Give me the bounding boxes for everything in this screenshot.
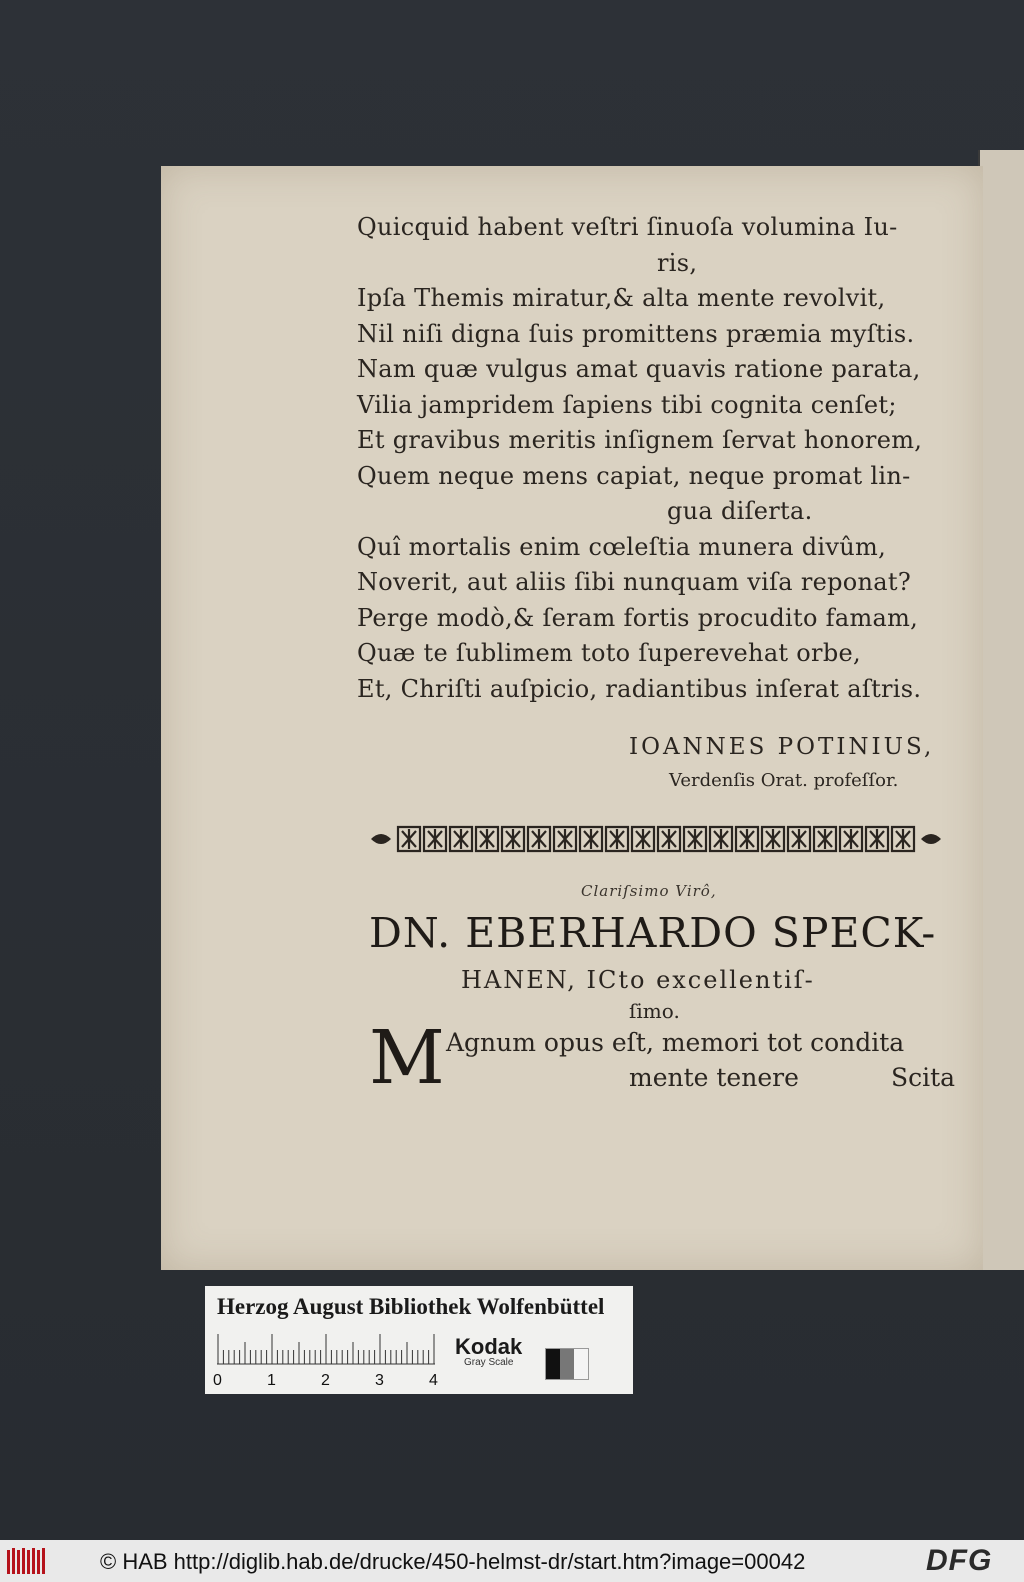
poem-line: Quem neque mens capiat, neque promat lin- (357, 461, 911, 490)
poem-line: Nam quæ vulgus amat quavis ratione parata, (357, 355, 921, 383)
scale-number: 2 (321, 1372, 330, 1389)
copyright-url: © HAB http://diglib.hab.de/drucke/450-helmst-dr/start.htm?image=00042 (100, 1549, 806, 1574)
book-page (161, 166, 983, 1270)
ornament-unit (502, 827, 524, 851)
poem-line: Quicquid habent veſtri ſinuoſa volumina Iu- (357, 213, 898, 241)
poem-line: Perge modò,& ſeram fortis procudito famam, (357, 603, 919, 632)
scale-number: 3 (375, 1372, 384, 1389)
dfg-logo: DFG (926, 1544, 993, 1577)
ornamental-border (366, 821, 946, 857)
poem-line: gua diſerta. (667, 497, 813, 525)
ornament-unit (450, 827, 472, 851)
author-role: Verdenſis Orat. profeſſor. (669, 770, 899, 791)
recipient-name-line2: HANEN, ICto excellentiſ- (461, 966, 815, 994)
ornament-unit (528, 827, 550, 851)
dedication-salutation: Clariſsimo Virô, (581, 882, 717, 900)
ornament-unit (476, 827, 498, 851)
scale-ruler (217, 1334, 441, 1366)
ornament-unit (736, 827, 758, 851)
gray-scale-label: Gray Scale (464, 1357, 514, 1368)
ornament-unit (788, 827, 810, 851)
ornament-unit (632, 827, 654, 851)
ornament-unit (840, 827, 862, 851)
ornament-unit (710, 827, 732, 851)
ornament-unit (580, 827, 602, 851)
ornament-unit (684, 827, 706, 851)
poem-line: Quæ te ſublimem toto ſuperevehat orbe, (357, 639, 861, 667)
poem-text (357, 210, 957, 707)
ornament-unit (762, 827, 784, 851)
ornament-unit (606, 827, 628, 851)
adjacent-page-edge (978, 150, 1024, 1270)
body-line2: mente tenere (629, 1063, 799, 1092)
poem-line: Et, Chriſti auſpicio, radiantibus inſerat aſtris. (357, 674, 922, 703)
poem-line: Nil niſi digna ſuis promittens præmia myſtis. (357, 319, 915, 348)
body-line1: Agnum opus eſt, memori tot condita (446, 1028, 905, 1057)
drop-cap: M (369, 1015, 445, 1101)
scale-number: 1 (267, 1372, 276, 1389)
poem-line: ris, (657, 248, 698, 277)
poem-line: Quî mortalis enim cœleſtia munera divûm, (357, 532, 887, 561)
ornament-unit (814, 827, 836, 851)
recipient-name-line3: ſimo. (629, 999, 680, 1023)
ornament-unit (892, 827, 914, 851)
ornament-unit (658, 827, 680, 851)
hab-logo-icon (6, 1546, 48, 1576)
author-name: IOANNES POTINIUS, (629, 734, 935, 760)
catchword: Scita (891, 1063, 956, 1092)
poem-line: Et gravibus meritis inſignem ſervat honorem, (357, 426, 923, 454)
color-target-card (205, 1286, 633, 1394)
scale-number: 4 (429, 1372, 438, 1389)
library-name: Herzog August Bibliothek Wolfenbüttel (217, 1294, 605, 1319)
poem-line: Ipſa Themis miratur,& alta mente revolvit, (357, 284, 886, 312)
ornament-unit (554, 827, 576, 851)
kodak-logo: Kodak (455, 1334, 523, 1359)
gray-swatch (545, 1348, 589, 1380)
scale-numbers (213, 1372, 453, 1392)
footer-bar (0, 1540, 1024, 1582)
scale-number: 0 (213, 1372, 222, 1389)
ornament-unit (424, 827, 446, 851)
ornament-unit (866, 827, 888, 851)
poem-line: Vilia jampridem ſapiens tibi cognita cenſet; (357, 390, 897, 419)
ornament-unit (398, 827, 420, 851)
poem-line: Noverit, aut aliis ſibi nunquam viſa reponat? (357, 568, 912, 596)
recipient-name-line1: DN. EBERHARDO SPECK- (369, 909, 937, 957)
